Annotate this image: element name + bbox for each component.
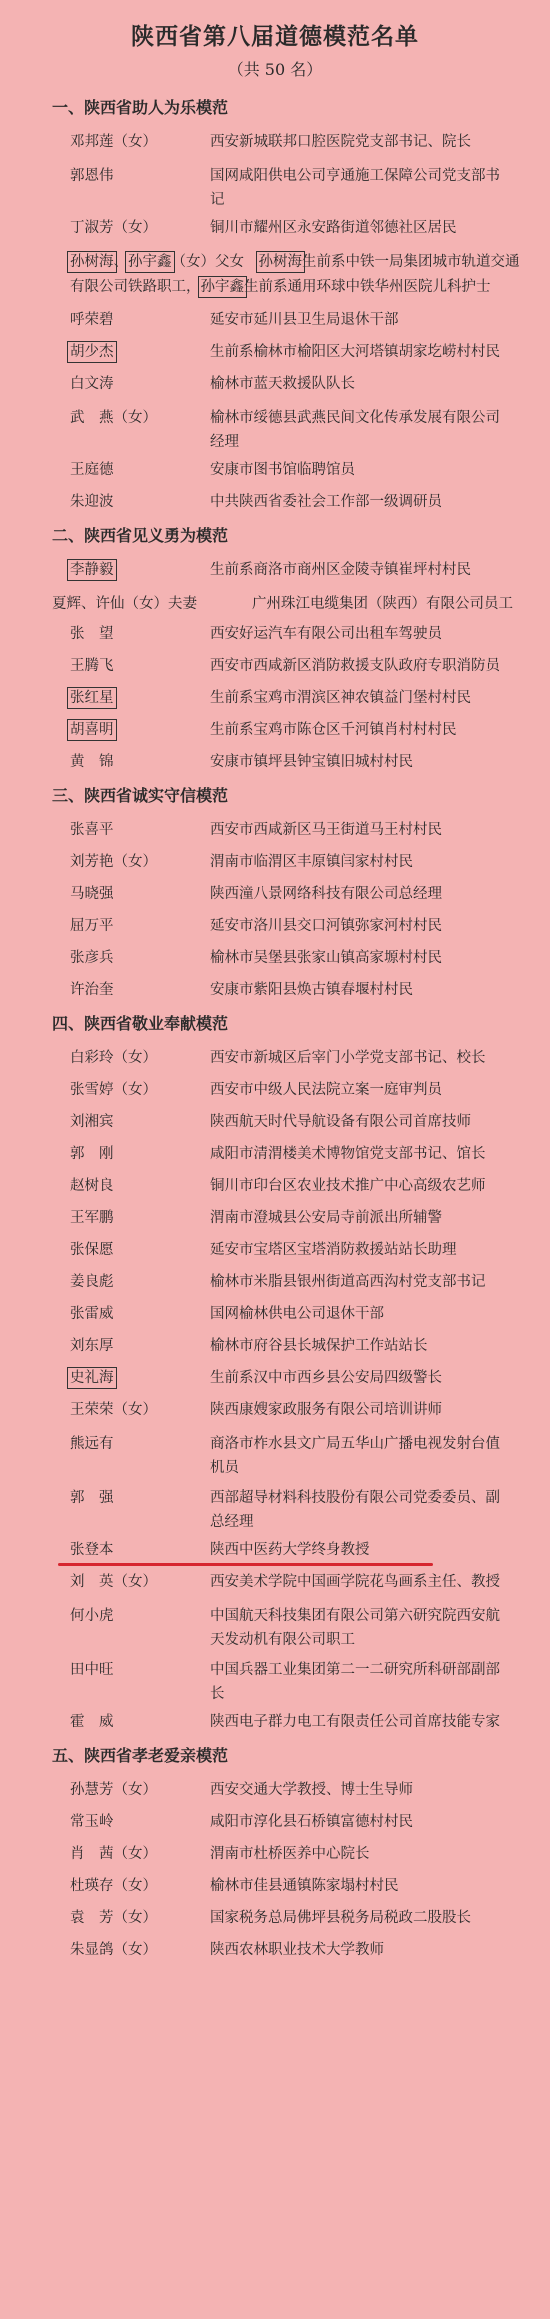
entry-name (0, 458, 210, 486)
list-item (0, 1362, 550, 1394)
list-item (0, 1298, 550, 1330)
list-item (0, 1394, 550, 1426)
text-fragment: 生前系通用环球中铁华州医院儿科护士 (244, 279, 491, 295)
entry-name-text: 朱迎波 (70, 494, 114, 510)
list-s4 (0, 1042, 550, 1738)
entry-name-text: 白文涛 (70, 376, 114, 392)
list-s2b (0, 618, 550, 778)
text-fragment: 、 (113, 254, 128, 270)
list-item (0, 554, 550, 586)
entry-name-text: 张红星 (70, 690, 114, 706)
text-fragment: 生前系中铁一局集团城市轨道交通有限公司铁路职工， (70, 254, 520, 295)
list-item (0, 814, 550, 846)
entry-name-text: 常玉岭 (70, 1814, 114, 1830)
entry-desc: 西安好运汽车有限公司出租车驾驶员 (210, 626, 442, 642)
list-item (0, 1902, 550, 1934)
list-s5 (0, 1774, 550, 1966)
entry-name (0, 1486, 210, 1534)
entry-name (0, 1432, 210, 1480)
entry-desc: 西安市中级人民法院立案一庭审判员 (210, 1082, 442, 1098)
entry-name (0, 750, 210, 778)
entry-desc: 广州珠江电缆集团（陕西）有限公司员工 (252, 596, 513, 612)
entry-name-text: 张 望 (70, 626, 114, 642)
entry-name (0, 1778, 210, 1806)
entry-name (0, 1206, 210, 1234)
entry-desc: 榆林市吴堡县张家山镇高家塬村村民 (210, 950, 442, 966)
entry-name-text: 田中旺 (70, 1662, 114, 1678)
entry-name-text: 胡少杰 (70, 344, 114, 360)
list-item (0, 1266, 550, 1298)
text-fragment: （女）父女 (171, 254, 259, 270)
entry-name (0, 340, 210, 368)
list-item (0, 368, 550, 400)
entry-name-text: 呼荣碧 (70, 312, 114, 328)
entry-desc: 西安美术学院中国画学院花鸟画系主任、教授 (210, 1574, 500, 1590)
entry-name-text: 王荣荣（女） (70, 1402, 157, 1418)
entry-name (0, 1906, 210, 1934)
entry-desc: 生前系榆林市榆阳区大河塔镇胡家圪崂村村民 (210, 344, 500, 360)
entry-name-text: 张喜平 (70, 822, 114, 838)
list-item (0, 1426, 550, 1480)
entry-desc: 国家税务总局佛坪县税务局税政二股股长 (210, 1910, 471, 1926)
entry-name (0, 882, 210, 910)
entry-desc: 陕西农林职业技术大学教师 (210, 1942, 384, 1958)
entry-name-text: 邓邦莲（女） (70, 134, 157, 150)
entry-name-text: 刘芳艳（女） (70, 854, 157, 870)
boxed-name: 孙宇鑫 (200, 279, 244, 295)
entry-desc: 西安新城联邦口腔医院党支部书记、院长 (210, 134, 471, 150)
entry-name-text: 姜良彪 (70, 1274, 114, 1290)
entry-name (0, 1078, 210, 1106)
entry-desc: 安康市紫阳县焕古镇春堰村村民 (210, 982, 413, 998)
entry-desc: 榆林市蓝天救援队队长 (210, 376, 355, 392)
entry-name (0, 1174, 210, 1202)
entry-name (0, 308, 210, 336)
entry-name (0, 946, 210, 974)
entry-name (0, 850, 210, 878)
entry-name-text: 史礼海 (70, 1370, 114, 1386)
entry-desc: 铜川市印台区农业技术推广中心高级农艺师 (210, 1178, 486, 1194)
entry-name-text: 王军鹏 (70, 1210, 114, 1226)
entry-name (0, 1110, 210, 1138)
entry-desc: 生前系汉中市西乡县公安局四级警长 (210, 1370, 442, 1386)
list-item (0, 1870, 550, 1902)
entry-name-text: 刘湘宾 (70, 1114, 114, 1130)
entry-desc: 咸阳市淳化县石桥镇富德村村民 (210, 1814, 413, 1830)
entry-name (0, 164, 210, 212)
entry-desc: 商洛市柞水县文广局五华山广播电视发射台值机员 (210, 1436, 500, 1476)
entry-desc: 铜川市耀州区永安路街道邻德社区居民 (210, 220, 457, 236)
list-item (0, 304, 550, 336)
entry-name (0, 978, 210, 1006)
list-item (0, 1138, 550, 1170)
entry-name-text: 杜瑛存（女） (70, 1878, 157, 1894)
entry-name-text: 何小虎 (70, 1608, 114, 1624)
list-item (0, 336, 550, 368)
list-item (0, 1774, 550, 1806)
entry-name (0, 1604, 210, 1652)
list-item (0, 974, 550, 1006)
entry-name-text: 武 燕（女） (70, 410, 157, 426)
entry-desc: 延安市洛川县交口河镇弥家河村村民 (210, 918, 442, 934)
page-subtitle: （共 50 名） (227, 60, 323, 79)
section-heading: 四、陕西省敬业奉献模范 (52, 1014, 229, 1033)
entry-name (0, 1366, 210, 1394)
list-item (0, 618, 550, 650)
entry-name (0, 1538, 210, 1566)
list-s1a (0, 126, 550, 244)
entry-desc: 生前系宝鸡市渭滨区神农镇益门堡村村民 (210, 690, 471, 706)
entry-name-text: 丁淑芳（女） (70, 220, 157, 236)
entry-name-text: 郭 刚 (70, 1146, 114, 1162)
entry-name-text: 马晓强 (70, 886, 114, 902)
entry-desc: 渭南市澄城县公安局寺前派出所辅警 (210, 1210, 442, 1226)
entry-name-text: 李静毅 (70, 562, 114, 578)
entry-name (0, 1398, 210, 1426)
section-heading: 三、陕西省诚实守信模范 (52, 786, 229, 805)
entry-name (0, 1142, 210, 1170)
entry-name-text: 王庭德 (70, 462, 114, 478)
list-item (0, 942, 550, 974)
list-item (0, 1234, 550, 1266)
section-heading: 二、陕西省见义勇为模范 (52, 526, 229, 545)
list-item (0, 682, 550, 714)
entry-name (0, 818, 210, 846)
entry-name-text: 张彦兵 (70, 950, 114, 966)
entry-desc: 榆林市米脂县银州街道高西沟村党支部书记 (210, 1274, 486, 1290)
entry-desc: 渭南市杜桥医养中心院长 (210, 1846, 370, 1862)
list-item (0, 1074, 550, 1106)
entry-desc: 榆林市绥德县武燕民间文化传承发展有限公司经理 (210, 410, 500, 450)
entry-desc: 西安市新城区后宰门小学党支部书记、校长 (210, 1050, 486, 1066)
entry-name (0, 130, 210, 158)
entry-desc: 生前系宝鸡市陈仓区千河镇肖村村村民 (210, 722, 457, 738)
list-s3 (0, 814, 550, 1006)
list-item (0, 126, 550, 158)
entry-name (0, 718, 210, 746)
list-item (0, 714, 550, 746)
list-item (0, 650, 550, 682)
entry-name-text: 许治奎 (70, 982, 114, 998)
entry-desc: 中国航天科技集团有限公司第六研究院西安航天发动机有限公司职工 (210, 1608, 500, 1648)
entry-name (0, 1046, 210, 1074)
entry-name (0, 1810, 210, 1838)
entry-name-text: 白彩玲（女） (70, 1050, 157, 1066)
entry-desc: 西安市西咸新区马王街道马王村村民 (210, 822, 442, 838)
entry-desc: 中国兵器工业集团第二一二研究所科研部副部长 (210, 1662, 500, 1702)
entry-desc: 延安市宝塔区宝塔消防救援站站长助理 (210, 1242, 457, 1258)
section-heading: 一、陕西省助人为乐模范 (52, 98, 229, 117)
entry-name (0, 1570, 210, 1598)
entry-name: 夏辉、许仙（女）夫妻 (52, 596, 197, 612)
entry-desc: 安康市图书馆临聘馆员 (210, 462, 355, 478)
entry-name-text: 刘 英（女） (70, 1574, 157, 1590)
entry-name (0, 490, 210, 518)
entry-name-text: 王腾飞 (70, 658, 114, 674)
entry-name-text: 胡喜明 (70, 722, 114, 738)
entry-name-text: 袁 芳（女） (70, 1910, 157, 1926)
entry-name-text: 霍 威 (70, 1714, 114, 1730)
entry-name-text: 孙慧芳（女） (70, 1782, 157, 1798)
entry-name (0, 1842, 210, 1870)
entry-name (0, 1710, 210, 1738)
list-item (0, 1202, 550, 1234)
entry-name-text: 张雷威 (70, 1306, 114, 1322)
entry-desc: 榆林市府谷县长城保护工作站站长 (210, 1338, 428, 1354)
list-item (0, 1652, 550, 1706)
boxed-name: 孙树海 (70, 254, 114, 270)
entry-desc: 生前系商洛市商州区金陵寺镇崔坪村村民 (210, 562, 471, 578)
section-heading: 五、陕西省孝老爱亲模范 (52, 1746, 229, 1765)
list-item (0, 846, 550, 878)
entry-desc: 渭南市临渭区丰原镇闫家村村民 (210, 854, 413, 870)
entry-desc: 陕西电子群力电工有限责任公司首席技能专家 (210, 1714, 500, 1730)
entry-name (0, 372, 210, 400)
list-item (0, 1106, 550, 1138)
couple-entry (0, 586, 550, 618)
group-entry (0, 244, 550, 304)
entry-desc: 咸阳市清渭楼美术博物馆党支部书记、馆长 (210, 1146, 486, 1162)
entry-name-text: 郭 强 (70, 1490, 114, 1506)
entry-name (0, 914, 210, 942)
entry-name (0, 1302, 210, 1330)
list-item (0, 1838, 550, 1870)
list-item (0, 1170, 550, 1202)
boxed-name: 孙宇鑫 (128, 254, 172, 270)
entry-desc: 国网榆林供电公司退休干部 (210, 1306, 384, 1322)
list-item (0, 910, 550, 942)
list-item (0, 1566, 550, 1598)
entry-name (0, 1874, 210, 1902)
list-item (0, 746, 550, 778)
entry-name-text: 郭恩伟 (70, 168, 114, 184)
list-item (0, 1806, 550, 1838)
entry-desc: 中共陕西省委社会工作部一级调研员 (210, 494, 442, 510)
entry-name-text: 赵树良 (70, 1178, 114, 1194)
list-item (0, 1934, 550, 1966)
entry-name (0, 1238, 210, 1266)
page-title: 陕西省第八届道德模范名单 (131, 23, 419, 50)
entry-name-text: 朱显鸽（女） (70, 1942, 157, 1958)
entry-desc: 陕西航天时代导航设备有限公司首席技师 (210, 1114, 471, 1130)
list-item (0, 400, 550, 454)
list-item (0, 486, 550, 518)
boxed-name: 孙树海 (258, 254, 302, 270)
entry-desc: 延安市延川县卫生局退休干部 (210, 312, 399, 328)
entry-name (0, 622, 210, 650)
entry-desc: 国网咸阳供电公司亨通施工保障公司党支部书记 (210, 168, 500, 208)
list-item (0, 878, 550, 910)
entry-name (0, 654, 210, 682)
list-item (0, 1534, 550, 1566)
entry-desc: 陕西潼八景网络科技有限公司总经理 (210, 886, 442, 902)
entry-desc: 西安市西咸新区消防救援支队政府专职消防员 (210, 658, 500, 674)
entry-name-text: 张保愿 (70, 1242, 114, 1258)
list-item (0, 1706, 550, 1738)
entry-desc: 榆林市佳县通镇陈家塌村村民 (210, 1878, 399, 1894)
list-item (0, 1330, 550, 1362)
list-s1b (0, 304, 550, 518)
entry-name-text: 刘东厚 (70, 1338, 114, 1354)
entry-name-text: 肖 茜（女） (70, 1846, 157, 1862)
entry-name-text: 黄 锦 (70, 754, 114, 770)
entry-name (0, 558, 210, 586)
list-item (0, 454, 550, 486)
entry-desc: 陕西康嫂家政服务有限公司培训讲师 (210, 1402, 442, 1418)
entry-name (0, 1938, 210, 1966)
entry-name-text: 张雪婷（女） (70, 1082, 157, 1098)
entry-name (0, 1658, 210, 1706)
entry-name (0, 406, 210, 454)
entry-name-text: 熊远有 (70, 1436, 114, 1452)
entry-desc: 西安交通大学教授、博士生导师 (210, 1782, 413, 1798)
entry-name-text: 张登本 (70, 1542, 114, 1558)
list-item (0, 212, 550, 244)
list-item (0, 1042, 550, 1074)
entry-name (0, 1334, 210, 1362)
list-s2a (0, 554, 550, 586)
list-item (0, 158, 550, 212)
entry-desc: 陕西中医药大学终身教授 (210, 1542, 370, 1558)
list-item (0, 1598, 550, 1652)
entry-desc: 安康市镇坪县钟宝镇旧城村村民 (210, 754, 413, 770)
entry-name (0, 1270, 210, 1298)
list-item (0, 1480, 550, 1534)
entry-name (0, 686, 210, 714)
entry-name (0, 216, 210, 244)
entry-desc: 西部超导材料科技股份有限公司党委委员、副总经理 (210, 1490, 500, 1530)
entry-name-text: 屈万平 (70, 918, 114, 934)
